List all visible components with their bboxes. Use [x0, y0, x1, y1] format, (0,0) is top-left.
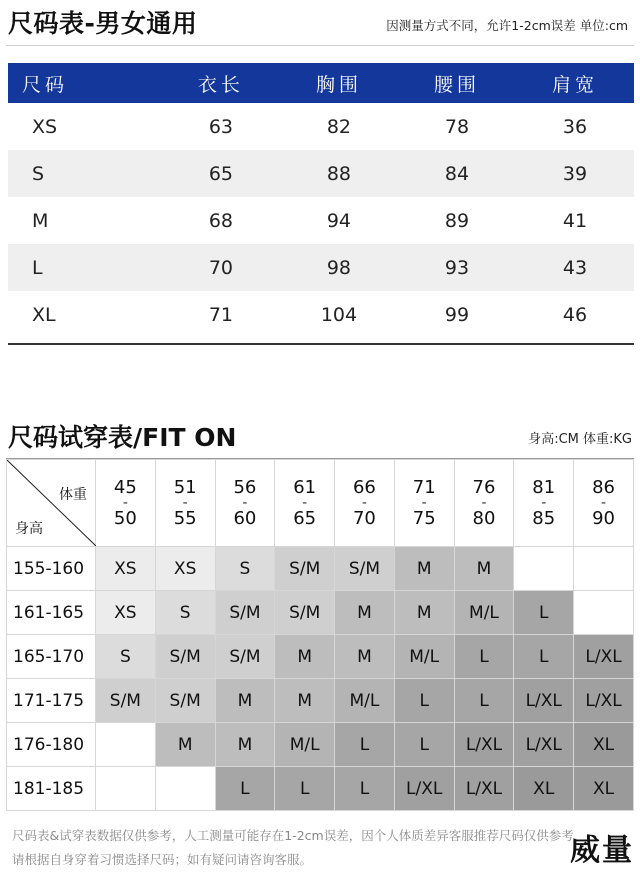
fit-size-cell: L/XL	[574, 679, 634, 723]
fit-size-cell: L	[394, 679, 454, 723]
fit-size-cell	[514, 547, 574, 591]
value-cell: 93	[398, 244, 516, 291]
range-dash: -	[302, 495, 308, 511]
fit-size-cell: M	[275, 679, 335, 723]
weight-to: 75	[412, 508, 436, 529]
height-range-cell: 161-165	[7, 591, 96, 635]
range-dash: -	[421, 495, 427, 511]
value-cell: 84	[398, 150, 516, 197]
table-row	[8, 197, 634, 244]
fit-size-cell: L/XL	[514, 723, 574, 767]
value-cell: 63	[208, 115, 234, 138]
size-chart-table	[8, 63, 634, 338]
size-cell: M	[32, 209, 49, 232]
fit-size-cell: S	[215, 547, 275, 591]
weight-range-header	[574, 460, 634, 547]
height-label: 身高	[15, 521, 43, 537]
range-dash: -	[601, 495, 607, 511]
height-range-cell: 165-170	[7, 635, 96, 679]
value-cell: 43	[516, 244, 634, 291]
size-cell: L	[8, 244, 162, 291]
weight-to: 50	[113, 508, 137, 529]
fit-size-cell: L	[454, 679, 514, 723]
footer-note-line1: 尺码表&试穿表数据仅供参考，人工测量可能存在1-2cm误差，因个人体质差异客服推荐尺码仅供参考，	[12, 828, 587, 843]
range-dash: -	[361, 495, 367, 511]
weight-to: 85	[532, 508, 556, 529]
value-cell: 89	[444, 209, 470, 232]
header-size: 尺码	[8, 63, 162, 103]
weight-range-header	[215, 460, 275, 547]
fit-size-cell: S/M	[155, 635, 215, 679]
fit-chart-table	[6, 459, 634, 811]
value-cell: 39	[516, 150, 634, 197]
size-cell: XS	[32, 115, 58, 138]
table-row	[8, 150, 634, 197]
weight-range-header	[454, 460, 514, 547]
fit-size-cell	[574, 591, 634, 635]
height-range-cell: 181-185	[7, 767, 96, 811]
fit-size-cell: L	[394, 723, 454, 767]
weight-to: 80	[472, 508, 496, 529]
weight-from: 56	[233, 477, 257, 498]
fit-size-cell: L	[514, 591, 574, 635]
fit-size-cell: XS	[155, 547, 215, 591]
fit-size-cell: M	[454, 547, 514, 591]
table-row	[8, 291, 634, 338]
weight-range-header	[155, 460, 215, 547]
fit-chart-title: 尺码试穿表/FIT ON	[8, 423, 237, 452]
height-range-cell: 171-175	[7, 679, 96, 723]
table-row	[7, 679, 634, 723]
fit-size-cell: S/M	[155, 679, 215, 723]
fit-size-cell: S/M	[215, 635, 275, 679]
weight-from: 76	[472, 477, 496, 498]
value-cell: 94	[326, 209, 352, 232]
table-row	[7, 635, 634, 679]
fit-size-cell: L	[275, 767, 335, 811]
weight-from: 81	[532, 477, 556, 498]
value-cell: 99	[444, 303, 470, 326]
fit-size-cell: S/M	[275, 591, 335, 635]
corner-cell	[7, 460, 96, 547]
value-cell: 78	[444, 115, 470, 138]
weight-range-header	[514, 460, 574, 547]
size-chart-title: 尺码表-男女通用	[8, 9, 198, 38]
fit-size-cell	[574, 547, 634, 591]
header-chest: 胸围	[280, 63, 398, 103]
fit-size-cell: M/L	[275, 723, 335, 767]
fit-size-cell: M/L	[454, 591, 514, 635]
value-cell: 70	[162, 244, 280, 291]
table-row	[8, 103, 634, 150]
fit-size-cell: M/L	[394, 635, 454, 679]
weight-label: 体重	[59, 487, 87, 503]
fit-chart-units-note: 身高:CM 体重:KG	[528, 432, 632, 447]
weight-range-header	[394, 460, 454, 547]
fit-size-cell	[96, 767, 156, 811]
range-dash: -	[481, 495, 487, 511]
fit-size-cell: XL	[574, 723, 634, 767]
weight-range-header	[96, 460, 156, 547]
height-range-cell: 176-180	[7, 723, 96, 767]
fit-size-cell: S/M	[96, 679, 156, 723]
fit-size-cell: XL	[574, 767, 634, 811]
weight-to: 90	[592, 508, 616, 529]
value-cell: 98	[280, 244, 398, 291]
weight-to: 65	[293, 508, 317, 529]
size-cell: XL	[32, 303, 56, 326]
value-cell: 68	[208, 209, 234, 232]
value-cell: 41	[562, 209, 588, 232]
table-row	[7, 547, 634, 591]
fit-size-cell: L/XL	[574, 635, 634, 679]
header-shoulder: 肩宽	[516, 63, 634, 103]
fit-size-cell: L/XL	[454, 767, 514, 811]
fit-size-cell: XS	[96, 547, 156, 591]
fit-size-cell: M/L	[335, 679, 395, 723]
table-bottom-rule	[8, 343, 634, 345]
range-dash: -	[541, 495, 547, 511]
fit-size-cell: M	[394, 547, 454, 591]
weight-from: 71	[412, 477, 436, 498]
size-cell: S	[8, 150, 162, 197]
fit-size-cell	[155, 767, 215, 811]
fit-size-cell: S/M	[215, 591, 275, 635]
divider	[6, 45, 634, 46]
weight-from: 45	[113, 477, 137, 498]
fit-size-cell: M	[215, 679, 275, 723]
fit-size-cell: M	[215, 723, 275, 767]
height-range-cell: 155-160	[7, 547, 96, 591]
fit-size-cell: L/XL	[454, 723, 514, 767]
value-cell: 82	[326, 115, 352, 138]
value-cell: 65	[162, 150, 280, 197]
fit-size-cell: L	[215, 767, 275, 811]
weight-to: 60	[233, 508, 257, 529]
header-length: 衣长	[162, 63, 280, 103]
weight-from: 86	[592, 477, 616, 498]
fit-size-cell: M	[155, 723, 215, 767]
fit-size-cell: L	[335, 767, 395, 811]
watermark-logo: 威量	[570, 833, 634, 868]
range-dash: -	[182, 495, 188, 511]
weight-from: 66	[352, 477, 376, 498]
fit-size-cell: S	[155, 591, 215, 635]
fit-size-cell: M	[335, 635, 395, 679]
fit-size-cell: S/M	[275, 547, 335, 591]
fit-size-cell: S/M	[335, 547, 395, 591]
range-dash: -	[122, 495, 128, 511]
fit-size-cell: M	[394, 591, 454, 635]
value-cell: 88	[280, 150, 398, 197]
fit-size-cell: XL	[514, 767, 574, 811]
table-row	[8, 244, 634, 291]
weight-to: 55	[173, 508, 197, 529]
fit-size-cell: L/XL	[514, 679, 574, 723]
fit-size-cell: S	[96, 635, 156, 679]
value-cell: 36	[562, 115, 588, 138]
weight-from: 51	[173, 477, 197, 498]
table-row	[7, 767, 634, 811]
fit-size-cell: M	[335, 591, 395, 635]
weight-range-header	[335, 460, 395, 547]
fit-size-cell: L/XL	[394, 767, 454, 811]
fit-header-row	[7, 460, 634, 547]
footer-note-line2: 请根据自身穿着习惯选择尺码；如有疑问请咨询客服。	[12, 852, 313, 867]
size-chart-header-row	[8, 63, 634, 103]
weight-to: 70	[352, 508, 376, 529]
weight-from: 61	[293, 477, 317, 498]
range-dash: -	[242, 495, 248, 511]
value-cell: 46	[562, 303, 588, 326]
value-cell: 71	[208, 303, 234, 326]
fit-size-cell: M	[275, 635, 335, 679]
fit-size-cell: L	[514, 635, 574, 679]
header-waist: 腰围	[398, 63, 516, 103]
fit-size-cell: XS	[96, 591, 156, 635]
size-chart-note: 因测量方式不同，允许1-2cm误差 单位:cm	[386, 18, 628, 33]
weight-range-header	[275, 460, 335, 547]
fit-size-cell	[96, 723, 156, 767]
value-cell: 104	[320, 303, 358, 326]
table-row	[7, 723, 634, 767]
table-row	[7, 591, 634, 635]
fit-size-cell: L	[454, 635, 514, 679]
fit-size-cell: L	[335, 723, 395, 767]
